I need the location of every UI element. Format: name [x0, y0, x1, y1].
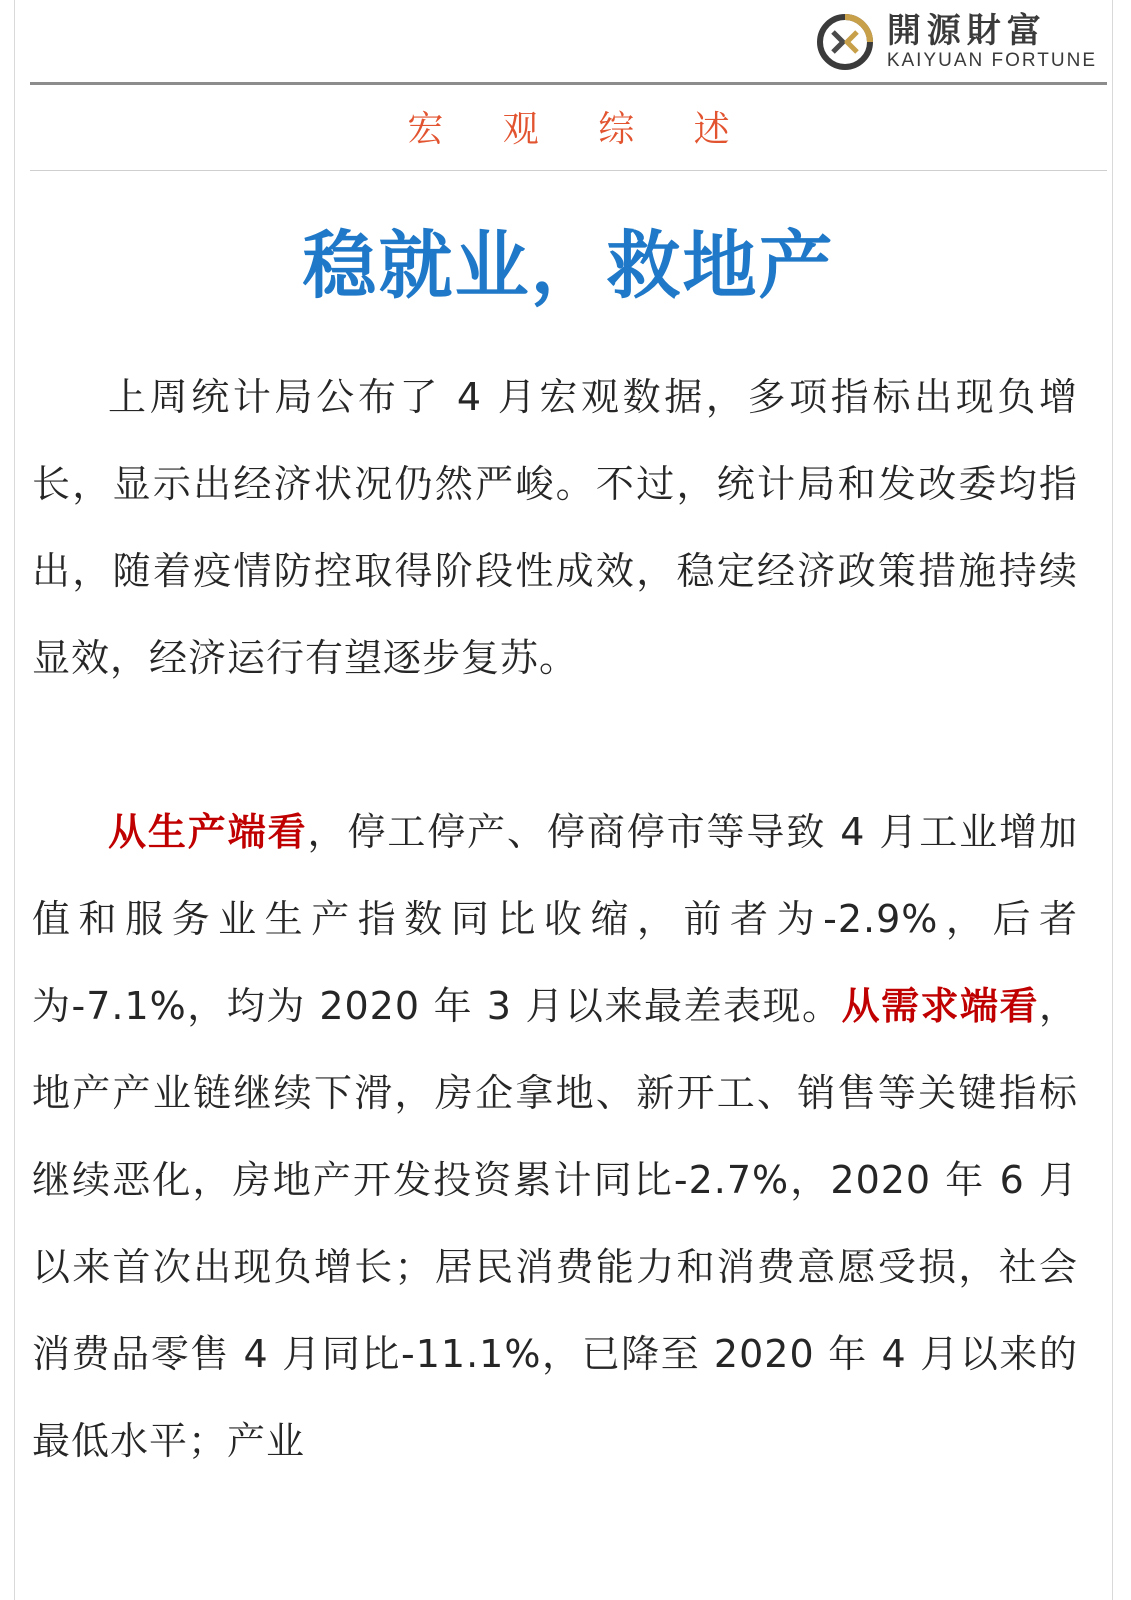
logo	[815, 10, 1097, 74]
paragraph-2	[32, 789, 1078, 1485]
paragraph-2-text-1: ，停工停产、停商停市等导致 4 月工业增加值和服务业生产指数同比收缩，前者为-2.9%，后者为-7.1%，均为 2020 年 3 月以来最差表现。	[32, 810, 1078, 1028]
highlight-demand: 从需求端看	[841, 984, 1039, 1028]
logo-chinese-name: 開源財富	[886, 11, 1047, 51]
article-title: 稳就业，救地产	[302, 223, 835, 309]
header-divider	[30, 82, 1107, 85]
kaiyuan-logo-icon	[815, 12, 875, 72]
logo-english-name: KAIYUAN FORTUNE	[886, 50, 1097, 71]
paragraph-2-text-2: ，地产产业链继续下滑，房企拿地、新开工、销售等关键指标继续恶化，房地产开发投资累计同比-2.7%，2020 年 6 月以来首次出现负增长；居民消费能力和消费意愿受损，社会消费品零售 4 月同比-11.1%，已降至 2020 年 4 月以来的最低水平；产业	[32, 984, 1078, 1463]
paragraph-gap	[32, 702, 1078, 789]
article-body	[32, 354, 1078, 1485]
logo-text	[887, 12, 1097, 72]
header	[30, 0, 1105, 84]
paragraph-1: 上周统计局公布了 4 月宏观数据，多项指标出现负增长，显示出经济状况仍然严峻。不过，统计局和发改委均指出，随着疫情防控取得阶段性成效，稳定经济政策措施持续显效，经济运行有望逐步复苏。	[32, 375, 1078, 680]
highlight-production: 从生产端看	[108, 810, 308, 854]
section-divider	[30, 170, 1107, 171]
section-title: 宏 观 综 述	[407, 109, 754, 150]
